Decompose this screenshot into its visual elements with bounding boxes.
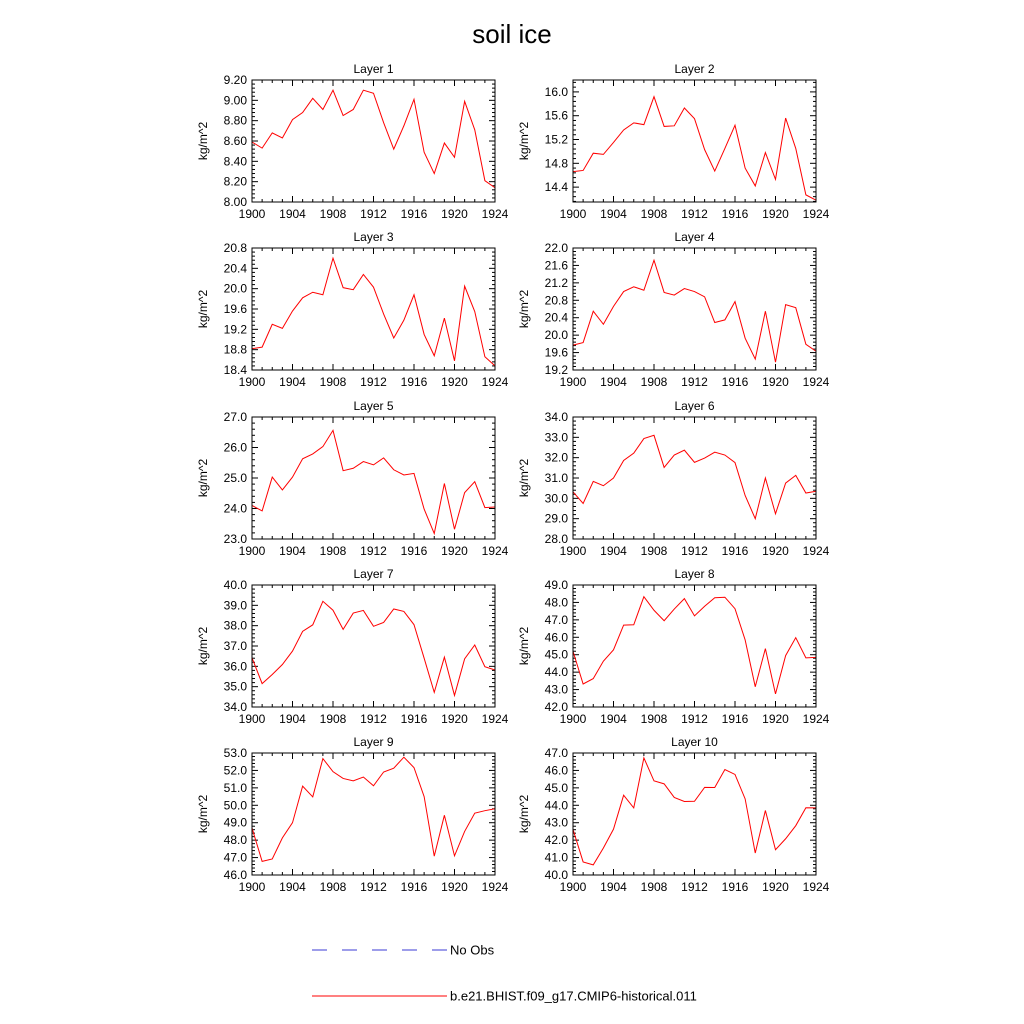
series-line: [252, 90, 495, 188]
y-tick-label: 46.0: [223, 868, 247, 882]
y-tick-label: 22.0: [544, 241, 568, 255]
plot-frame: [573, 753, 816, 875]
x-tick-label: 1912: [360, 712, 387, 726]
x-tick-label: 1912: [360, 207, 387, 221]
y-axis-label: kg/m^2: [196, 289, 210, 329]
chart-panel-5: [196, 399, 509, 558]
x-tick-label: 1920: [441, 544, 468, 558]
x-tick-label: 1908: [319, 880, 347, 894]
y-tick-label: 41.0: [544, 850, 568, 865]
y-axis-label: kg/m^2: [517, 626, 531, 666]
x-tick-label: 1904: [279, 207, 306, 221]
series-line: [252, 258, 495, 366]
y-tick-label: 8.40: [223, 154, 247, 169]
y-tick-label: 39.0: [223, 598, 247, 613]
y-tick-label: 38.0: [223, 618, 247, 633]
x-tick-label: 1900: [238, 544, 266, 558]
x-tick-label: 1924: [481, 375, 509, 389]
x-tick-label: 1900: [238, 880, 266, 894]
y-tick-label: 28.0: [544, 532, 568, 546]
chart-panel-8: [517, 567, 830, 726]
series-line: [573, 597, 816, 694]
y-tick-label: 9.00: [223, 93, 247, 108]
series-line: [573, 97, 816, 201]
y-tick-label: 45.0: [544, 780, 568, 795]
x-tick-label: 1924: [802, 375, 830, 389]
x-tick-label: 1900: [238, 712, 266, 726]
x-tick-label: 1916: [721, 207, 749, 221]
x-tick-label: 1916: [721, 712, 749, 726]
y-tick-label: 19.2: [544, 363, 568, 377]
x-tick-label: 1920: [441, 880, 468, 894]
panel-title: Layer 2: [674, 62, 715, 76]
x-tick-label: 1900: [559, 207, 587, 221]
y-tick-label: 31.0: [544, 471, 568, 485]
legend-label-no-obs: No Obs: [450, 942, 495, 958]
y-tick-label: 34.0: [223, 700, 247, 714]
y-tick-label: 44.0: [544, 798, 568, 813]
y-tick-label: 21.6: [544, 258, 568, 273]
x-tick-label: 1912: [681, 712, 708, 726]
plot-frame: [252, 248, 495, 370]
y-tick-label: 40.0: [544, 868, 568, 882]
x-tick-label: 1924: [802, 712, 830, 726]
x-tick-label: 1904: [600, 375, 627, 389]
x-tick-label: 1920: [762, 544, 789, 558]
x-tick-label: 1920: [441, 207, 468, 221]
plot-frame: [573, 417, 816, 539]
y-tick-label: 47.0: [544, 612, 568, 627]
y-tick-label: 20.8: [544, 293, 568, 308]
y-tick-label: 18.4: [223, 363, 247, 377]
x-tick-label: 1904: [600, 712, 627, 726]
series-line: [252, 601, 495, 695]
x-tick-label: 1924: [802, 544, 830, 558]
y-tick-label: 43.0: [544, 682, 568, 697]
panel-title: Layer 5: [353, 399, 394, 413]
y-tick-label: 34.0: [544, 410, 568, 424]
y-tick-label: 33.0: [544, 430, 568, 445]
x-tick-label: 1908: [640, 712, 668, 726]
y-tick-label: 15.6: [544, 108, 568, 123]
y-tick-label: 27.0: [223, 410, 247, 424]
y-tick-label: 23.0: [223, 532, 247, 546]
x-tick-label: 1924: [481, 880, 509, 894]
x-tick-label: 1904: [600, 207, 627, 221]
x-tick-label: 1920: [762, 375, 789, 389]
x-tick-label: 1924: [802, 880, 830, 894]
panel-title: Layer 8: [674, 567, 715, 581]
y-axis-label: kg/m^2: [517, 794, 531, 834]
y-tick-label: 20.4: [544, 310, 568, 325]
x-tick-label: 1916: [721, 375, 749, 389]
plot-frame: [252, 80, 495, 202]
y-tick-label: 42.0: [544, 700, 568, 714]
chart-panels: [196, 62, 830, 894]
y-tick-label: 20.0: [544, 328, 568, 343]
panel-title: Layer 10: [671, 735, 718, 749]
plot-frame: [573, 248, 816, 370]
y-tick-label: 16.0: [544, 84, 568, 99]
x-tick-label: 1908: [319, 375, 347, 389]
x-tick-label: 1924: [481, 712, 509, 726]
y-axis-label: kg/m^2: [517, 289, 531, 329]
panel-title: Layer 4: [674, 230, 715, 244]
y-tick-label: 46.0: [544, 763, 568, 778]
x-tick-label: 1916: [400, 207, 428, 221]
y-tick-label: 26.0: [223, 440, 247, 455]
y-tick-label: 8.20: [223, 174, 247, 189]
x-tick-label: 1908: [319, 712, 347, 726]
x-tick-label: 1904: [600, 544, 627, 558]
y-tick-label: 40.0: [223, 578, 247, 592]
y-tick-label: 19.6: [223, 302, 247, 316]
x-tick-label: 1916: [721, 544, 749, 558]
x-tick-label: 1912: [681, 544, 708, 558]
y-axis-label: kg/m^2: [196, 458, 210, 498]
y-axis-label: kg/m^2: [517, 458, 531, 498]
y-tick-label: 29.0: [544, 511, 568, 526]
y-tick-label: 52.0: [223, 763, 247, 778]
chart-panel-9: [196, 735, 509, 894]
y-tick-label: 21.2: [544, 275, 568, 290]
x-tick-label: 1924: [481, 544, 509, 558]
x-tick-label: 1920: [441, 375, 468, 389]
series-line: [573, 758, 816, 865]
x-tick-label: 1908: [319, 544, 347, 558]
x-tick-label: 1908: [640, 880, 668, 894]
y-tick-label: 49.0: [544, 578, 568, 592]
y-tick-label: 8.80: [223, 113, 247, 128]
panel-title: Layer 3: [353, 230, 394, 244]
y-tick-label: 35.0: [223, 679, 247, 694]
y-tick-label: 25.0: [223, 471, 247, 485]
x-tick-label: 1904: [279, 375, 306, 389]
x-tick-label: 1916: [400, 375, 428, 389]
y-tick-label: 20.0: [223, 281, 247, 296]
y-tick-label: 43.0: [544, 815, 568, 830]
chart-panel-1: [196, 62, 509, 221]
x-tick-label: 1900: [559, 375, 587, 389]
y-tick-label: 47.0: [544, 746, 568, 760]
y-tick-label: 8.60: [223, 134, 247, 148]
series-line: [573, 260, 816, 362]
series-line: [573, 435, 816, 518]
chart-panel-6: [517, 399, 830, 558]
plot-frame: [573, 80, 816, 202]
x-tick-label: 1920: [762, 712, 789, 726]
x-tick-label: 1916: [400, 712, 428, 726]
x-tick-label: 1900: [559, 712, 587, 726]
y-tick-label: 9.20: [223, 73, 247, 87]
y-tick-label: 14.4: [544, 180, 568, 195]
x-tick-label: 1920: [762, 880, 789, 894]
plot-frame: [252, 753, 495, 875]
x-tick-label: 1908: [640, 207, 668, 221]
x-tick-label: 1920: [762, 207, 789, 221]
y-tick-label: 37.0: [223, 639, 247, 653]
plot-frame: [573, 585, 816, 707]
x-tick-label: 1908: [319, 207, 347, 221]
series-line: [252, 430, 495, 533]
series-line: [252, 757, 495, 861]
panel-title: Layer 7: [353, 567, 394, 581]
x-tick-label: 1904: [279, 880, 306, 894]
x-tick-label: 1908: [640, 544, 668, 558]
y-tick-label: 44.0: [544, 665, 568, 680]
y-tick-label: 19.2: [223, 322, 247, 337]
x-tick-label: 1924: [481, 207, 509, 221]
y-tick-label: 32.0: [544, 450, 568, 465]
x-tick-label: 1916: [400, 544, 428, 558]
y-tick-label: 36.0: [223, 659, 247, 674]
y-tick-label: 42.0: [544, 833, 568, 848]
y-tick-label: 19.6: [544, 345, 568, 360]
x-tick-label: 1924: [802, 207, 830, 221]
x-tick-label: 1916: [721, 880, 749, 894]
x-tick-label: 1912: [681, 207, 708, 221]
y-axis-label: kg/m^2: [196, 626, 210, 666]
chart-panel-2: [517, 62, 830, 221]
x-tick-label: 1908: [640, 375, 668, 389]
y-tick-label: 48.0: [544, 595, 568, 610]
y-axis-label: kg/m^2: [517, 121, 531, 161]
y-tick-label: 48.0: [223, 833, 247, 848]
y-tick-label: 14.8: [544, 156, 568, 171]
y-tick-label: 20.4: [223, 261, 247, 276]
x-tick-label: 1904: [279, 544, 306, 558]
x-tick-label: 1904: [279, 712, 306, 726]
y-tick-label: 30.0: [544, 491, 568, 506]
y-tick-label: 20.8: [223, 241, 247, 255]
x-tick-label: 1912: [360, 544, 387, 558]
x-tick-label: 1900: [559, 544, 587, 558]
y-axis-label: kg/m^2: [196, 121, 210, 161]
panel-title: Layer 6: [674, 399, 715, 413]
panel-title: Layer 1: [353, 62, 394, 76]
chart-panel-3: [196, 230, 509, 389]
plot-frame: [252, 585, 495, 707]
y-tick-label: 45.0: [544, 647, 568, 662]
y-tick-label: 53.0: [223, 746, 247, 760]
y-tick-label: 51.0: [223, 780, 247, 795]
y-tick-label: 24.0: [223, 501, 247, 516]
x-tick-label: 1912: [360, 375, 387, 389]
y-tick-label: 49.0: [223, 815, 247, 830]
x-tick-label: 1904: [600, 880, 627, 894]
x-tick-label: 1920: [441, 712, 468, 726]
x-tick-label: 1900: [238, 207, 266, 221]
y-tick-label: 46.0: [544, 630, 568, 645]
chart-panel-10: [517, 735, 830, 894]
y-tick-label: 8.00: [223, 195, 247, 209]
x-tick-label: 1916: [400, 880, 428, 894]
x-tick-label: 1900: [559, 880, 587, 894]
legend: [312, 943, 697, 1004]
chart-panel-4: [517, 230, 830, 389]
y-tick-label: 18.8: [223, 342, 247, 357]
x-tick-label: 1912: [360, 880, 387, 894]
y-tick-label: 47.0: [223, 850, 247, 865]
figure-title: soil ice: [472, 19, 552, 49]
panel-title: Layer 9: [353, 735, 394, 749]
x-tick-label: 1900: [238, 375, 266, 389]
legend-label-model: b.e21.BHIST.f09_g17.CMIP6-historical.011: [450, 988, 697, 1004]
y-axis-label: kg/m^2: [196, 794, 210, 834]
x-tick-label: 1912: [681, 880, 708, 894]
plot-frame: [252, 417, 495, 539]
chart-panel-7: [196, 567, 509, 726]
x-tick-label: 1912: [681, 375, 708, 389]
y-tick-label: 50.0: [223, 798, 247, 813]
y-tick-label: 15.2: [544, 132, 568, 147]
